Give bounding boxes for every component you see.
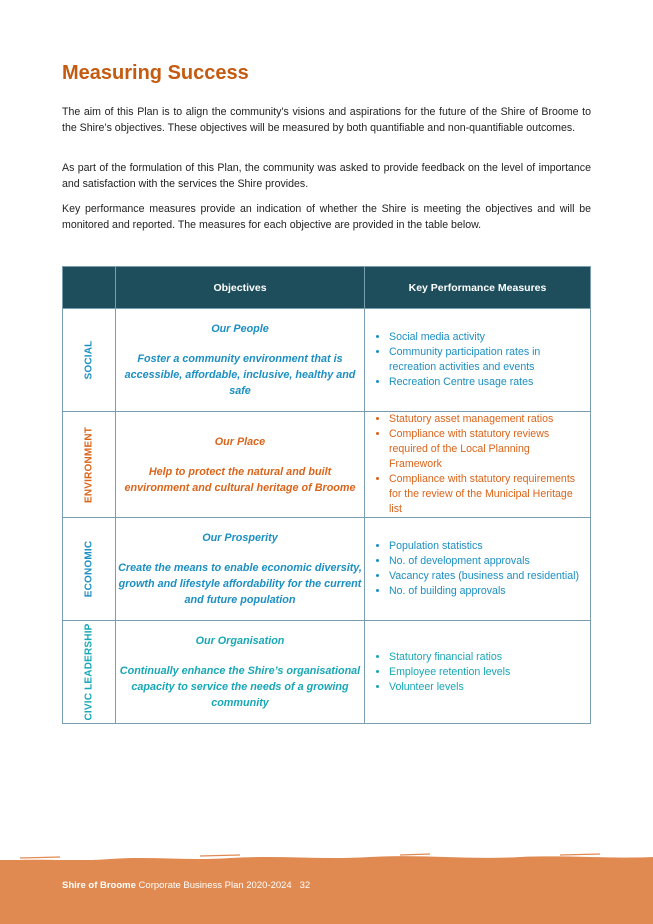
side-label-text: ECONOMIC	[83, 540, 95, 598]
header-measures: Key Performance Measures	[365, 267, 591, 309]
row-side-label	[63, 412, 116, 518]
measures-list	[365, 412, 590, 517]
objective-text: Create the means to enable economic diversity, growth and lifestyle affordability for the current and future population	[118, 562, 362, 606]
measures-cell	[365, 621, 591, 724]
side-label-text: CIVIC LEADERSHIP	[83, 623, 95, 721]
measure-item: • Compliance with statutory reviews required of the Local Planning Framework	[389, 427, 584, 472]
table-row	[63, 518, 591, 621]
measure-item: • Social media activity	[389, 330, 584, 345]
objective-title: Our Place	[214, 435, 266, 448]
side-label-text: SOCIAL	[83, 340, 95, 380]
measure-item: • Statutory financial ratios	[389, 650, 584, 665]
measure-item: • Recreation Centre usage rates	[389, 375, 584, 390]
measures-cell	[365, 518, 591, 621]
objective-text: Foster a community environment that is accessible, affordable, inclusive, healthy and safe	[124, 353, 356, 397]
header-objectives: Objectives	[116, 267, 365, 309]
page-title: Measuring Success	[62, 62, 249, 84]
page-number: 32	[299, 880, 311, 891]
table-row	[63, 309, 591, 412]
header-blank	[63, 267, 116, 309]
objective-cell	[116, 412, 365, 518]
measure-item: • Volunteer levels	[389, 680, 584, 695]
measures-cell	[365, 412, 591, 518]
objective-cell	[116, 518, 365, 621]
table-header-row	[63, 267, 591, 309]
objective-title: Our People	[211, 323, 269, 335]
footer	[62, 880, 310, 891]
measure-item: • Compliance with statutory requirements for the review of the Municipal Heritage list	[389, 472, 584, 517]
row-side-label	[63, 309, 116, 412]
measures-list	[365, 330, 590, 390]
measure-item: • Vacancy rates (business and residential)	[389, 569, 584, 584]
table-row	[63, 621, 591, 724]
measure-item: • Population statistics	[389, 539, 584, 554]
feedback-paragraph: As part of the formulation of this Plan, the community was asked to provide feedback on the level of importance and satisfaction with the services the Shire provides.	[62, 162, 591, 190]
row-side-label	[63, 621, 116, 724]
objective-cell	[116, 309, 365, 412]
table-row	[63, 412, 591, 518]
measure-item: • Community participation rates in recreation activities and events	[389, 345, 584, 375]
row-side-label	[63, 518, 116, 621]
measures-list	[365, 539, 590, 599]
measure-item: • Employee retention levels	[389, 665, 584, 680]
objective-title: Our Prosperity	[202, 532, 278, 544]
kpi-table	[62, 266, 591, 724]
intro-paragraph: The aim of this Plan is to align the community’s visions and aspirations for the future of the Shire of Broome to the Shire’s objectives. These objectives will be measured by both quantifiable and non-quantifiable outcomes.	[62, 106, 591, 134]
objective-cell	[116, 621, 365, 724]
kpi-paragraph: Key performance measures provide an indication of whether the Shire is meeting the objectives and will be monitored and reported. The measures for each objective are provided in the table below.	[62, 203, 591, 231]
measure-item: • No. of building approvals	[389, 584, 584, 599]
side-label-text: ENVIRONMENT	[83, 426, 95, 503]
measures-list	[365, 650, 590, 695]
measures-cell	[365, 309, 591, 412]
footer-doc: Corporate Business Plan 2020-2024	[138, 880, 292, 891]
footer-org: Shire of Broome	[62, 880, 136, 891]
objective-text: Continually enhance the Shire’s organisational capacity to service the needs of a growing community	[119, 665, 361, 709]
objective-text: Help to protect the natural and built environment and cultural heritage of Broome	[124, 465, 356, 494]
measure-item: • Statutory asset management ratios	[389, 412, 584, 427]
measure-item: • No. of development approvals	[389, 554, 584, 569]
objective-title: Our Organisation	[195, 635, 285, 647]
footer-band	[0, 860, 653, 924]
